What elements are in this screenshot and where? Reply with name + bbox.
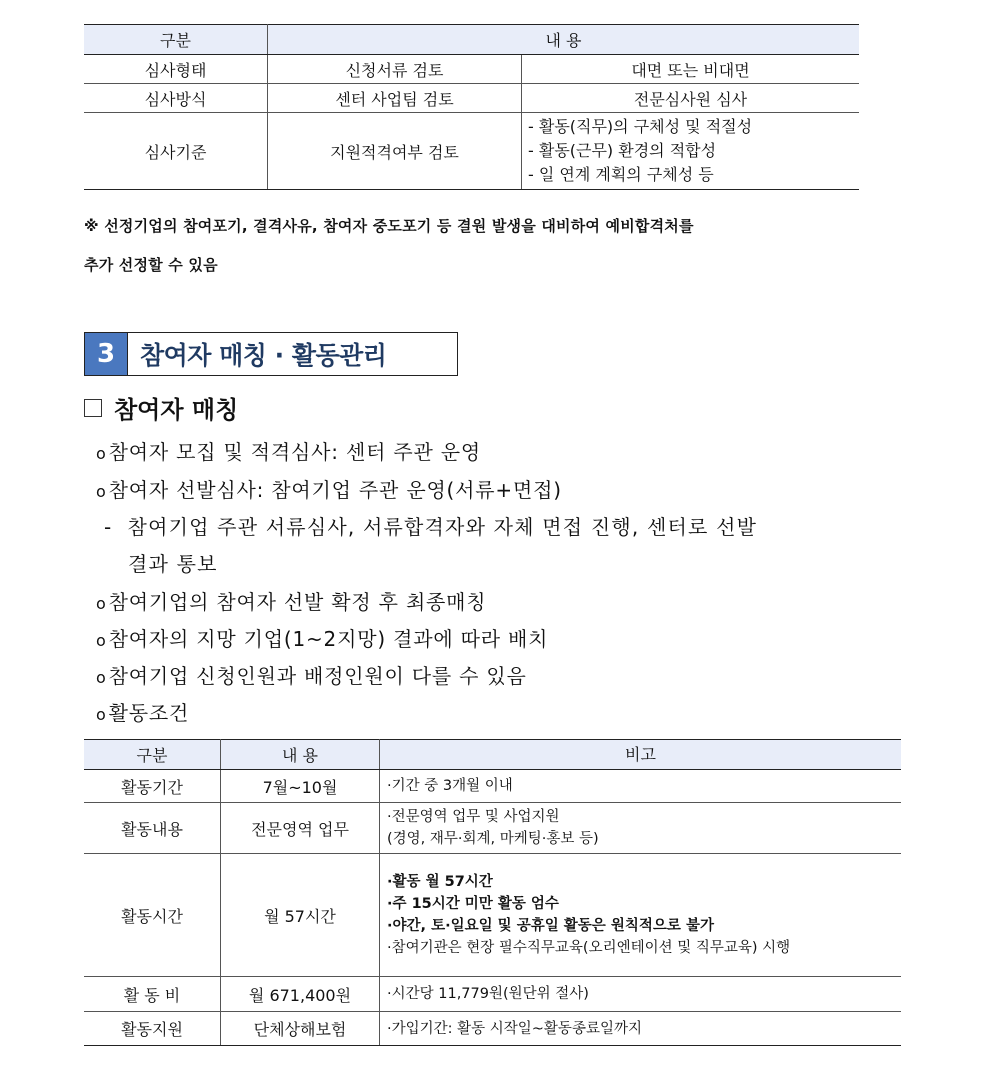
row-col3: [522, 113, 860, 190]
note-line: ·활동 월 57시간: [387, 874, 493, 890]
subsection-heading: [84, 390, 238, 425]
bullet-text: 참여기업 주관 서류심사, 서류합격자와 자체 면접 진행, 센터로 선발: [127, 515, 758, 539]
section-header: [84, 332, 458, 376]
criteria-item: - 일 연계 계획의 구체성 등: [528, 165, 714, 184]
bullet-item: [96, 697, 189, 726]
note-line-1: ※ 선정기업의 참여포기, 결격사유, 참여자 중도포기 등 결원 발생을 대비하여 예비합격처를: [84, 217, 694, 235]
criteria-item: - 활동(직무)의 구체성 및 적절성: [528, 117, 753, 136]
row-category: 활동내용: [84, 803, 221, 854]
table-row: [84, 803, 901, 854]
row-col2: 센터 사업팀 검토: [268, 84, 522, 113]
row-content: 월 57시간: [221, 854, 380, 977]
bullet-text: 참여기업 신청인원과 배정인원이 다를 수 있음: [108, 664, 527, 688]
row-content: 전문영역 업무: [221, 803, 380, 854]
row-category: 활동기간: [84, 770, 221, 803]
note-line: ·주 15시간 미만 활동 엄수: [387, 896, 559, 912]
circle-bullet-icon: o: [96, 705, 107, 724]
header-category: 구분: [84, 25, 268, 55]
row-category: 심사방식: [84, 84, 268, 113]
note-line-2: 추가 선정할 수 있음: [84, 256, 218, 274]
review-criteria-table: [84, 24, 859, 190]
dash-item: [104, 511, 757, 540]
row-category: 활 동 비: [84, 977, 221, 1012]
circle-bullet-icon: o: [96, 668, 107, 687]
note-line: ·전문영역 업무 및 사업지원: [387, 809, 560, 825]
bullet-text: 참여자 선발심사: 참여기업 주관 운영(서류+면접): [108, 478, 562, 502]
header-notes: 비고: [380, 740, 902, 770]
table-header-row: [84, 740, 901, 770]
criteria-item: - 활동(근무) 환경의 적합성: [528, 141, 717, 160]
header-content: 내 용: [221, 740, 380, 770]
dash-bullet-icon: -: [104, 515, 113, 539]
row-category: 심사형태: [84, 55, 268, 84]
bullet-item: [96, 436, 481, 465]
table-row: [84, 977, 901, 1012]
row-content: 7월~10월: [221, 770, 380, 803]
bullet-text: 참여자의 지망 기업(1~2지망) 결과에 따라 배치: [108, 627, 549, 651]
row-col2: 신청서류 검토: [268, 55, 522, 84]
row-category: 활동지원: [84, 1012, 221, 1046]
circle-bullet-icon: o: [96, 594, 107, 613]
table-row: [84, 1012, 901, 1046]
row-content: 단체상해보험: [221, 1012, 380, 1046]
circle-bullet-icon: o: [96, 444, 107, 463]
dash-item-continuation: 결과 통보: [128, 552, 218, 576]
bullet-item: [96, 586, 486, 615]
table-header-row: [84, 25, 859, 55]
bullet-text: 참여기업의 참여자 선발 확정 후 최종매칭: [108, 590, 487, 614]
header-content: 내 용: [268, 25, 860, 55]
row-content: 월 671,400원: [221, 977, 380, 1012]
section-title: 참여자 매칭 · 활동관리: [140, 341, 387, 370]
row-category: 활동시간: [84, 854, 221, 977]
table-row: [84, 854, 901, 977]
bullet-text: 활동조건: [108, 701, 190, 725]
circle-bullet-icon: o: [96, 631, 107, 650]
bullet-item: [96, 660, 527, 689]
row-col3: 전문심사원 심사: [522, 84, 860, 113]
table-row: [84, 770, 901, 803]
row-category: 심사기준: [84, 113, 268, 190]
bullet-item: [96, 623, 548, 652]
note-line: (경영, 재무·회계, 마케팅·홍보 등): [387, 831, 599, 847]
table-row: [84, 113, 859, 190]
note-line: ·참여기관은 현장 필수직무교육(오리엔테이션 및 직무교육) 시행: [387, 940, 791, 956]
row-notes: [380, 803, 902, 854]
bullet-text: 참여자 모집 및 적격심사: 센터 주관 운영: [108, 440, 481, 464]
note-line: ·야간, 토·일요일 및 공휴일 활동은 원칙적으로 불가: [387, 918, 714, 934]
header-category: 구분: [84, 740, 221, 770]
row-notes: ·기간 중 3개월 이내: [380, 770, 902, 803]
row-col2: 지원적격여부 검토: [268, 113, 522, 190]
table-row: [84, 55, 859, 84]
row-notes: ·시간당 11,779원(원단위 절사): [380, 977, 902, 1012]
activity-conditions-table: [84, 739, 901, 1046]
square-bullet-icon: [84, 399, 102, 417]
table-row: [84, 84, 859, 113]
row-notes: [380, 854, 902, 977]
bullet-item: [96, 474, 562, 503]
row-notes: ·가입기간: 활동 시작일~활동종료일까지: [380, 1012, 902, 1046]
circle-bullet-icon: o: [96, 482, 107, 501]
subsection-title: 참여자 매칭: [114, 396, 239, 424]
section-number-badge: 3: [85, 333, 128, 375]
row-col3: 대면 또는 비대면: [522, 55, 860, 84]
